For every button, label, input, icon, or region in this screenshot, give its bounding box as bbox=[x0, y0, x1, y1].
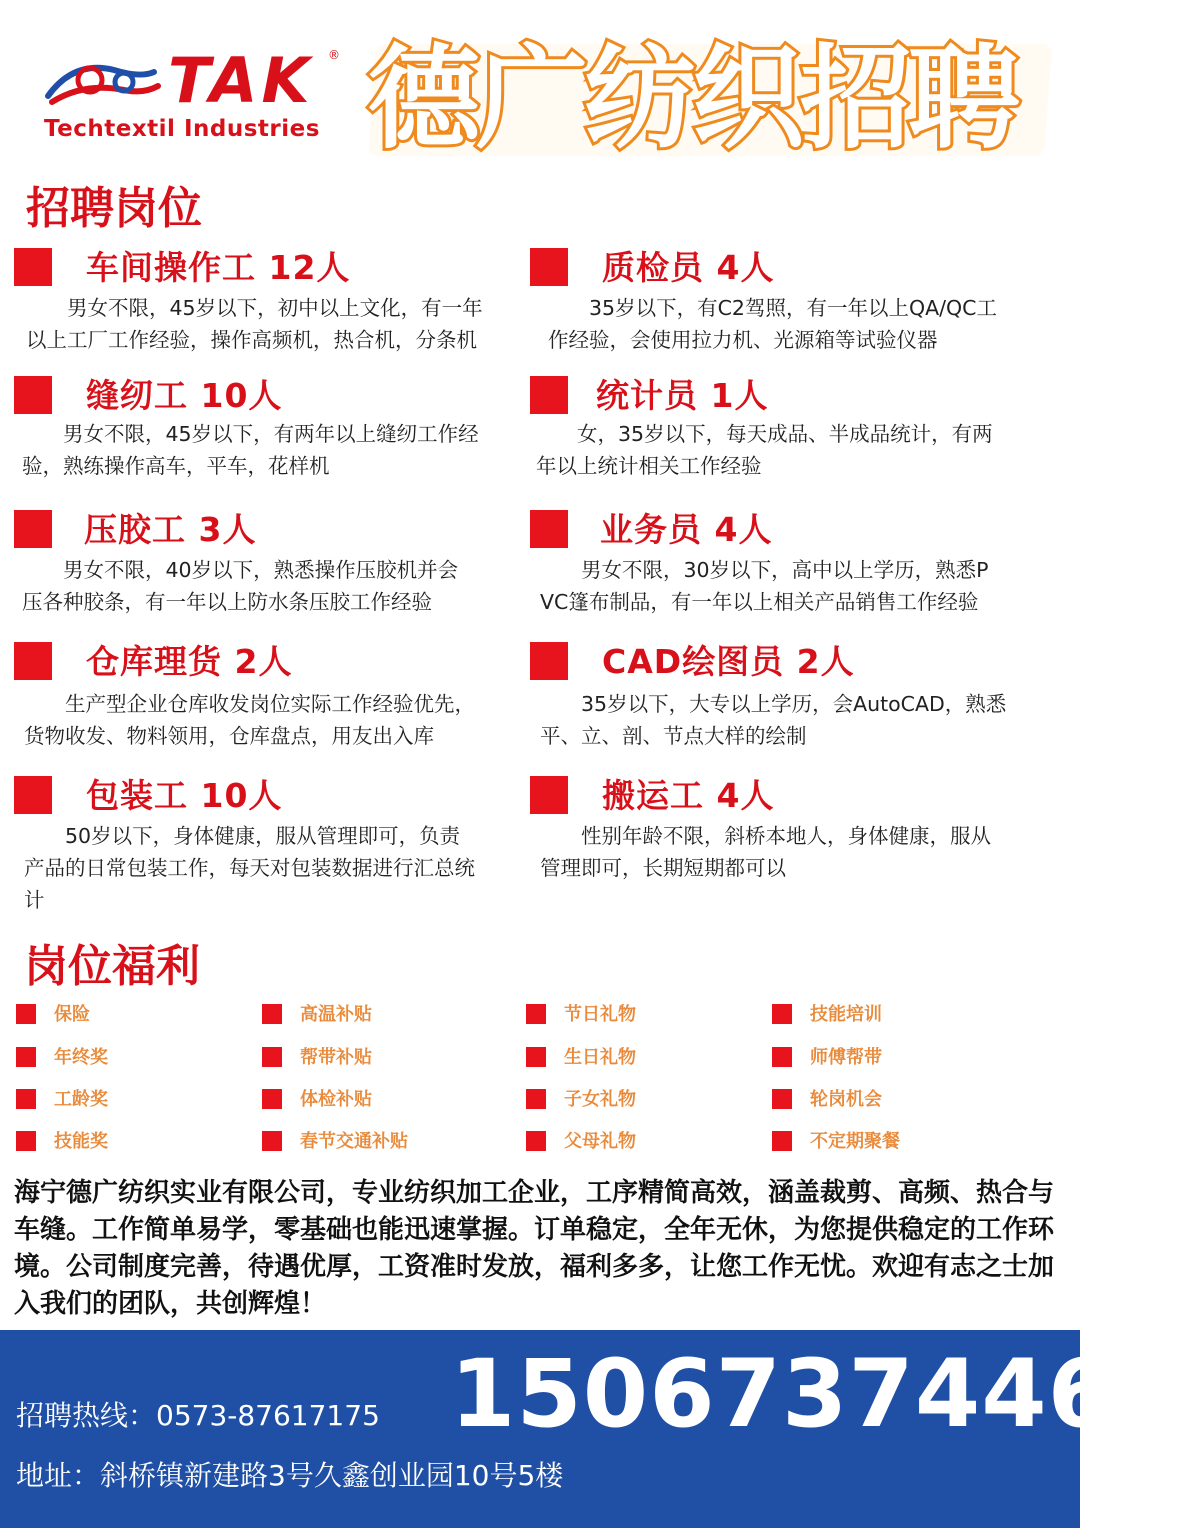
benefit-item: 不定期聚餐 bbox=[810, 1131, 900, 1152]
job-desc-line: 货物收发、物料领用，仓库盘点，用友出入库 bbox=[24, 724, 434, 748]
job-title: 缝纫工 10人 bbox=[86, 376, 283, 415]
job-title: 统计员 1人 bbox=[596, 376, 769, 415]
job-desc-line: 35岁以下，有C2驾照，有一年以上QA/QC工 bbox=[589, 296, 997, 320]
benefit-item: 节日礼物 bbox=[564, 1004, 636, 1025]
bullet-square bbox=[530, 510, 568, 548]
benefit-item: 父母礼物 bbox=[564, 1131, 636, 1152]
bullet-square bbox=[14, 510, 52, 548]
job-title: 业务员 4人 bbox=[600, 510, 773, 549]
benefit-bullet bbox=[772, 1089, 792, 1109]
benefit-bullet bbox=[262, 1089, 282, 1109]
job-desc-line: 男女不限，40岁以下，熟悉操作压胶机并会 bbox=[63, 558, 459, 582]
benefit-item: 帮带补贴 bbox=[300, 1047, 372, 1068]
page-headline: 德广纺织招聘 bbox=[368, 34, 1016, 164]
company-logo bbox=[40, 44, 340, 148]
benefit-bullet bbox=[772, 1047, 792, 1067]
job-title: 搬运工 4人 bbox=[602, 776, 775, 815]
job-desc-line: 女，35岁以下，每天成品、半成品统计，有两 bbox=[577, 422, 993, 446]
job-description bbox=[24, 688, 524, 752]
benefit-bullet bbox=[526, 1089, 546, 1109]
job-desc-line: 产品的日常包装工作，每天对包装数据进行汇总统 bbox=[24, 856, 475, 880]
job-description bbox=[24, 820, 524, 916]
job-title: 质检员 4人 bbox=[602, 248, 775, 287]
brand-subtitle: Techtextil Industries bbox=[44, 116, 320, 142]
benefit-item: 子女礼物 bbox=[564, 1089, 636, 1110]
job-description bbox=[22, 418, 522, 482]
bullet-square bbox=[530, 776, 568, 814]
job-desc-line: 管理即可，长期短期都可以 bbox=[540, 856, 786, 880]
job-desc-line: 压各种胶条，有一年以上防水条压胶工作经验 bbox=[22, 590, 432, 614]
job-description bbox=[540, 820, 1050, 884]
job-title: 包装工 10人 bbox=[86, 776, 283, 815]
brand-name: TAK bbox=[168, 44, 314, 117]
job-desc-line: 平、立、剖、节点大样的绘制 bbox=[540, 724, 807, 748]
benefit-item: 技能培训 bbox=[810, 1004, 882, 1025]
bullet-square bbox=[530, 248, 568, 286]
benefit-bullet bbox=[16, 1131, 36, 1151]
job-desc-line: 性别年龄不限，斜桥本地人，身体健康，服从 bbox=[581, 824, 991, 848]
benefit-bullet bbox=[526, 1004, 546, 1024]
benefit-item: 高温补贴 bbox=[300, 1004, 372, 1025]
registered-mark: ® bbox=[328, 48, 340, 62]
job-title: 压胶工 3人 bbox=[84, 510, 257, 549]
phone-number: 15067374462 bbox=[450, 1340, 1180, 1449]
benefit-item: 轮岗机会 bbox=[810, 1089, 882, 1110]
benefit-bullet bbox=[262, 1004, 282, 1024]
benefit-item: 生日礼物 bbox=[564, 1047, 636, 1068]
job-description bbox=[22, 554, 522, 618]
bullet-square bbox=[14, 376, 52, 414]
job-description bbox=[536, 418, 1046, 482]
job-desc-line: 35岁以下，大专以上学历，会AutoCAD，熟悉 bbox=[581, 692, 1007, 716]
benefit-item: 体检补贴 bbox=[300, 1089, 372, 1110]
benefit-item: 技能奖 bbox=[54, 1131, 108, 1152]
benefit-item: 年终奖 bbox=[54, 1047, 108, 1068]
job-desc-line: 年以上统计相关工作经验 bbox=[536, 454, 762, 478]
benefit-bullet bbox=[262, 1131, 282, 1151]
recruit-hotline: 招聘热线：0573-87617175 bbox=[16, 1399, 380, 1432]
benefits-section-title: 岗位福利 bbox=[24, 941, 200, 992]
job-desc-line: VC篷布制品，有一年以上相关产品销售工作经验 bbox=[540, 590, 979, 614]
job-desc-line: 生产型企业仓库收发岗位实际工作经验优先， bbox=[65, 692, 475, 716]
company-intro: 海宁德广纺织实业有限公司，专业纺织加工企业，工序精简高效，涵盖裁剪、高频、热合与车缝。工作简单易学，零基础也能迅速掌握。订单稳定，全年无休，为您提供稳定的工作环境。公司制度完善，待遇优厚，工资准时发放，福利多多，让您工作无忧。欢迎有志之士加入我们的团队，共创辉煌！ bbox=[14, 1178, 1055, 1319]
job-desc-line: 作经验，会使用拉力机、光源箱等试验仪器 bbox=[548, 328, 938, 352]
job-desc-line: 50岁以下，身体健康，服从管理即可，负责 bbox=[65, 824, 461, 848]
benefit-bullet bbox=[526, 1047, 546, 1067]
job-description bbox=[540, 554, 1050, 618]
benefit-bullet bbox=[16, 1047, 36, 1067]
benefit-item: 春节交通补贴 bbox=[300, 1131, 408, 1152]
bullet-square bbox=[530, 642, 568, 680]
benefit-bullet bbox=[16, 1004, 36, 1024]
job-description bbox=[548, 292, 1058, 356]
job-title: 仓库理货 2人 bbox=[86, 642, 293, 681]
job-desc-line: 男女不限，30岁以下，高中以上学历，熟悉P bbox=[581, 558, 989, 582]
job-desc-line: 验，熟练操作高车，平车，花样机 bbox=[22, 454, 330, 478]
job-desc-line: 计 bbox=[24, 888, 45, 912]
job-title: CAD绘图员 2人 bbox=[602, 642, 855, 681]
swirl-logo-icon bbox=[44, 56, 164, 112]
benefit-bullet bbox=[772, 1131, 792, 1151]
job-desc-line: 以上工厂工作经验，操作高频机，热合机，分条机 bbox=[26, 328, 477, 352]
job-title: 车间操作工 12人 bbox=[86, 248, 351, 287]
benefit-item: 师傅帮带 bbox=[810, 1047, 882, 1068]
bullet-square bbox=[530, 376, 568, 414]
job-description bbox=[26, 292, 526, 356]
bullet-square bbox=[14, 248, 52, 286]
benefit-bullet bbox=[262, 1047, 282, 1067]
job-desc-line: 男女不限，45岁以下，有两年以上缝纫工作经 bbox=[63, 422, 479, 446]
bullet-square bbox=[14, 642, 52, 680]
jobs-section-title: 招聘岗位 bbox=[26, 183, 202, 234]
bullet-square bbox=[14, 776, 52, 814]
benefit-item: 工龄奖 bbox=[54, 1089, 108, 1110]
benefit-bullet bbox=[16, 1089, 36, 1109]
benefit-item: 保险 bbox=[54, 1004, 90, 1025]
job-description bbox=[540, 688, 1060, 752]
benefit-bullet bbox=[772, 1004, 792, 1024]
benefit-bullet bbox=[526, 1131, 546, 1151]
company-address: 地址：斜桥镇新建路3号久鑫创业园10号5楼 bbox=[16, 1459, 564, 1492]
job-desc-line: 男女不限，45岁以下，初中以上文化，有一年 bbox=[67, 296, 483, 320]
